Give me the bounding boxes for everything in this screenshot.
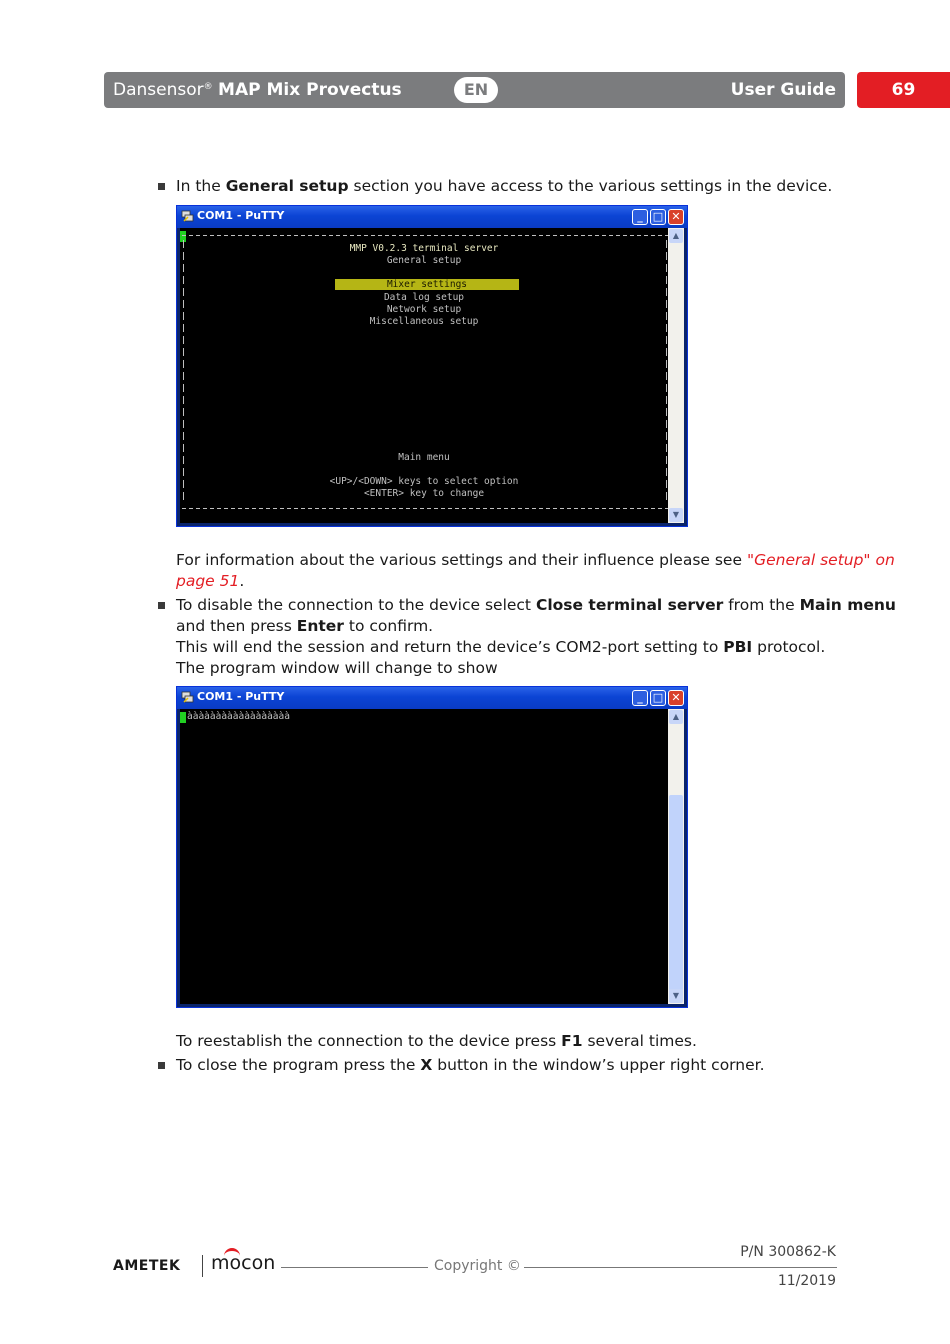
bullet-icon — [158, 1062, 165, 1069]
window-titlebar[interactable] — [177, 206, 687, 228]
terminal-hint-navigate: <UP>/<DOWN> keys to select option — [329, 476, 519, 487]
header-bar — [104, 72, 845, 108]
page-number: 69 — [857, 72, 950, 108]
menu-item-data-log-setup[interactable]: Data log setup — [383, 292, 465, 303]
scrollbar[interactable] — [668, 709, 684, 1004]
menu-item-miscellaneous-setup[interactable]: Miscellaneous setup — [369, 316, 479, 327]
scroll-up-icon[interactable]: ▲ — [669, 710, 683, 724]
putty-window-general-setup[interactable] — [176, 205, 688, 527]
product-title: MAP Mix Provectus — [218, 80, 402, 100]
bullet-icon — [158, 183, 165, 190]
terminal-output: àààààààààààààààààà — [187, 711, 290, 722]
product-name — [113, 80, 402, 100]
paragraph-end-session: This will end the session and return the device’s COM2-port setting to PBI protocol. — [176, 638, 826, 656]
terminal-screen[interactable] — [180, 228, 668, 523]
window-title: COM1 - PuTTY — [197, 209, 285, 222]
footer-line-right — [524, 1267, 837, 1268]
paragraph-confirm: and then press Enter to confirm. — [176, 617, 434, 635]
guide-title: User Guide — [730, 80, 836, 100]
logo-divider — [202, 1255, 203, 1277]
minimize-button[interactable]: _ — [632, 209, 648, 225]
mocon-logo: mocon — [211, 1252, 276, 1274]
scroll-up-icon[interactable]: ▲ — [669, 229, 683, 243]
registered-mark: ® — [203, 82, 213, 92]
footer-line-left — [281, 1267, 428, 1268]
terminal-footer: Main menu — [398, 452, 450, 463]
paragraph-close-program: To close the program press the X button in the window’s upper right corner. — [176, 1056, 765, 1074]
page-51-link[interactable]: page 51 — [176, 572, 240, 590]
publication-date: 11/2019 — [777, 1273, 836, 1289]
general-setup-link[interactable]: "General setup" on — [746, 551, 895, 569]
paragraph-window-change: The program window will change to show — [176, 659, 498, 677]
terminal-hint-change: <ENTER> key to change — [363, 488, 485, 499]
paragraph-general-setup: In the General setup section you have access to the various settings in the device. — [176, 177, 833, 195]
window-title: COM1 - PuTTY — [197, 690, 285, 703]
minimize-button[interactable]: _ — [632, 690, 648, 706]
scroll-down-icon[interactable]: ▼ — [669, 508, 683, 522]
window-titlebar[interactable] — [177, 687, 687, 709]
close-button[interactable]: ✕ — [668, 690, 684, 706]
copyright: Copyright © — [434, 1258, 521, 1274]
maximize-button[interactable]: □ — [650, 690, 666, 706]
putty-icon — [181, 210, 194, 223]
bullet-icon — [158, 602, 165, 609]
menu-item-network-setup[interactable]: Network setup — [386, 304, 462, 315]
terminal-heading: MMP V0.2.3 terminal server — [349, 243, 499, 254]
ametek-logo: AMETEK — [113, 1258, 181, 1274]
putty-window-closed[interactable] — [176, 686, 688, 1008]
maximize-button[interactable]: □ — [650, 209, 666, 225]
terminal-screen[interactable] — [180, 709, 668, 1004]
scroll-down-icon[interactable]: ▼ — [669, 989, 683, 1003]
menu-item-mixer-settings[interactable]: Mixer settings — [335, 279, 519, 290]
close-button[interactable]: ✕ — [668, 209, 684, 225]
paragraph-info-cont: page 51. — [176, 572, 245, 590]
paragraph-info: For information about the various settings and their influence please see "General setup" on — [176, 551, 895, 569]
terminal-subheading: General setup — [386, 255, 462, 266]
scrollbar[interactable] — [668, 228, 684, 523]
part-number: P/N 300862-K — [740, 1244, 836, 1260]
paragraph-disable-connection: To disable the connection to the device select Close terminal server from the Main menu — [176, 596, 896, 614]
brand-name: Dansensor — [113, 80, 204, 100]
terminal-cursor — [180, 712, 186, 723]
scroll-thumb[interactable] — [669, 795, 683, 991]
language-badge: EN — [454, 77, 498, 103]
putty-icon — [181, 691, 194, 704]
paragraph-reestablish: To reestablish the connection to the device press F1 several times. — [176, 1032, 697, 1050]
